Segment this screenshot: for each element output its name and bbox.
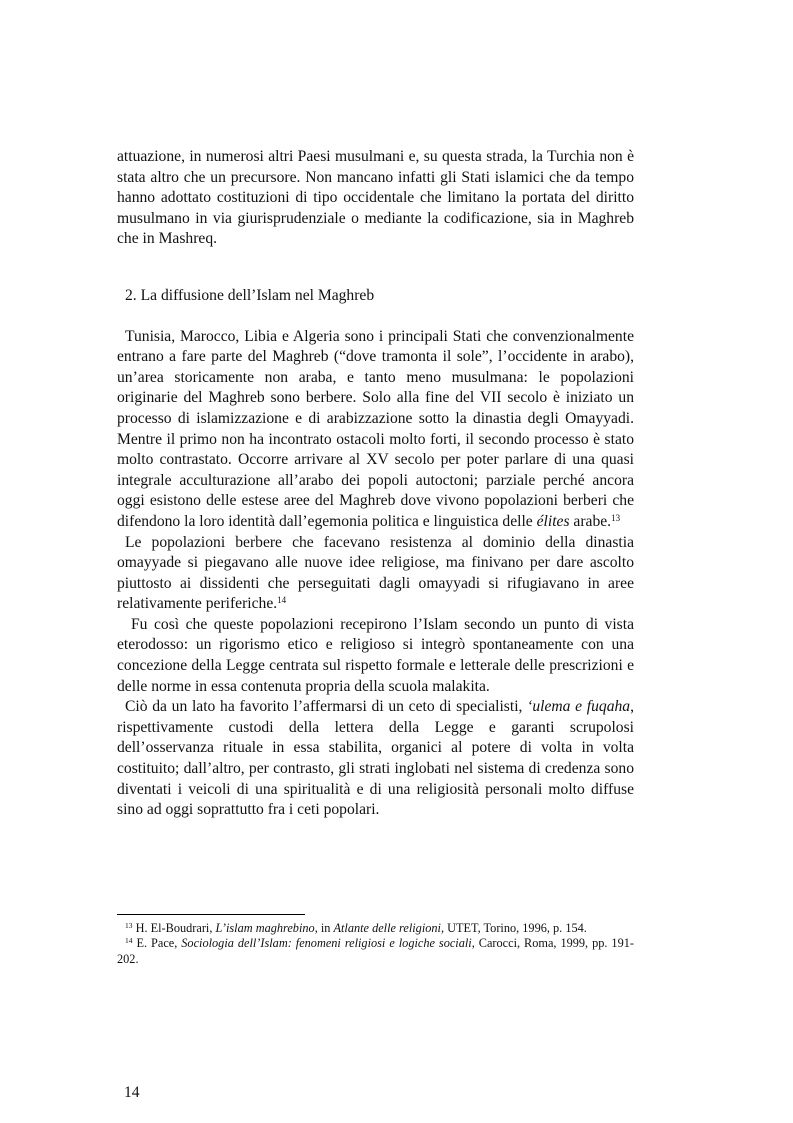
footnote-13-author: H. El-Boudrari,	[132, 921, 216, 935]
footnote-13-publisher: , UTET, Torino, 1996, p. 154.	[440, 921, 587, 935]
footnote-13-in: , in	[314, 921, 334, 935]
paragraph-5-end: , rispettivamente custodi della lettera della Legge e garanti scrupolosi dell’osservanza rituale in essa stabilita, organici al potere di volta in volta costituito; dall’altro, per contrasto, gli strati inglobati nel sistema di credenza sono diventati i veicoli di una spiritualità e di una religiosità personali molto diffuse sino ad oggi soprattutto fra i ceti popolari.	[117, 698, 634, 819]
paragraph-5	[117, 697, 634, 821]
page-body	[117, 147, 634, 821]
footnote-ref-13: 13	[611, 512, 621, 523]
paragraph-1: attuazione, in numerosi altri Paesi musulmani e, su questa strada, la Turchia non è stata altro che un precursore. Non mancano infatti gli Stati islamici che da tempo hanno adottato costituzioni di tipo occidentale che limitano la portata del diritto musulmano in via giurisprudenziale o mediante la codificazione, sia in Maghreb che in Mashreq.	[117, 148, 634, 248]
paragraph-2-italic: élites	[536, 512, 570, 530]
footnote-13-source: Atlante delle religioni	[333, 921, 441, 935]
footnote-13-number: 13	[125, 921, 133, 930]
paragraph-3	[117, 533, 634, 615]
footnote-separator	[117, 914, 305, 915]
paragraph-5-start: Ciò da un lato ha favorito l’affermarsi di un ceto di specialisti,	[125, 698, 528, 716]
footnote-14	[117, 936, 634, 967]
footnote-13-title: L’islam maghrebino	[215, 921, 315, 935]
paragraph-4: Fu così che queste popolazioni recepirono l’Islam secondo un punto di vista eterodosso: un rigorismo etico e religioso si integrò spontaneamente con una concezione della Legge centrata sul rispetto formale e letterale delle prescrizioni e delle norme in essa contenuta propria della scuola malakita.	[117, 615, 634, 695]
footnote-14-number: 14	[125, 936, 133, 946]
page-number: 14	[124, 1084, 140, 1101]
section-heading: 2. La diffusione dell’Islam nel Maghreb	[125, 286, 375, 304]
footnotes	[117, 921, 634, 967]
paragraph-2-text: Tunisia, Marocco, Libia e Algeria sono i principali Stati che convenzionalmente entrano a fare parte del Maghreb (“dove tramonta il sole”, l’occidente in arabo), un’area storicamente non araba, e tanto meno musulmana: le popolazioni originarie del Maghreb sono berbere. Solo alla fine del VII secolo è iniziato un processo di islamizzazione e di arabizzazione sotto la dinastia degli Omayyadi. Mentre il primo non ha incontrato ostacoli molto forti, il secondo processo è stato molto contrastato. Occorre arrivare al XV secolo per poter parlare di una quasi integrale acculturazione all’arabo dei popoli autoctoni; parziale perché ancora oggi esistono delle estese aree del Maghreb dove vivono popolazioni berberi che difendono la loro identità dall’egemonia politica e linguistica delle	[117, 327, 634, 530]
paragraph-2-end: arabe.	[569, 512, 612, 530]
footnote-13	[117, 921, 634, 936]
footnote-ref-14: 14	[277, 595, 287, 606]
paragraph-2	[117, 327, 634, 533]
footnote-14-author: E. Pace,	[132, 936, 182, 951]
paragraph-5-italic: ‘ulema e fuqaha	[527, 698, 631, 716]
paragraph-3-text: Le popolazioni berbere che facevano resistenza al dominio della dinastia omayyade si piegavano alle nuove idee religiose, ma finivano per dare ascolto piuttosto ai dissidenti che perseguitati dagli omayyadi si rifugiavano in aree relativamente periferiche.	[117, 533, 634, 613]
footnote-14-publisher: , Carocci, Roma, 1999, pp. 191-202.	[117, 936, 634, 966]
footnote-14-title: Sociologia dell’Islam: fenomeni religiosi e logiche sociali	[181, 936, 472, 951]
